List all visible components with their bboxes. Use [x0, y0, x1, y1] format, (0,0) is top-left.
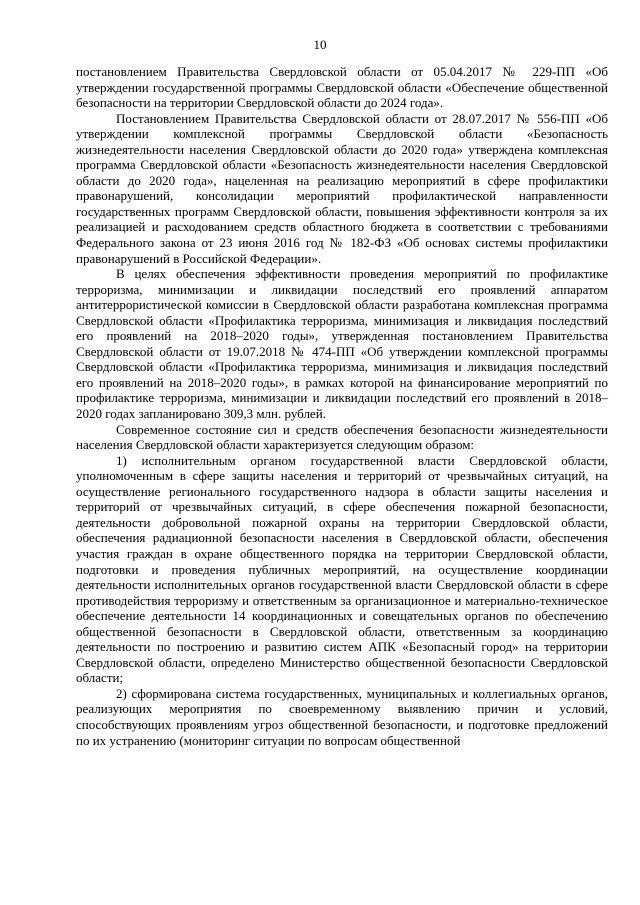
paragraph-5: 1) исполнительным органом государственной власти Свердловской области, уполномоченным в сфере защиты населения и территорий от чрезвычайных ситуаций, на осуществление регионального государственного надзора в области защиты населения и территорий от чрезвычайных ситуаций, в сфере обеспечения пожарной безопасности, деятельности добровольной пожарной охраны на территории Свердловской области, обеспечения радиационной безопасности населения в Свердловской области, обеспечения участия граждан в охране общественного порядка на территории Свердловской области, подготовки и проведения публичных мероприятий, на осуществление координации деятельности исполнительных органов государственной власти Свердловской области в сфере противодействия терроризму и ответственным за организационное и материально-техническое обеспечение деятельности 14 координационных и совещательных органов по обеспечению общественной безопасности в Свердловской области, ответственным за координацию деятельности по построению и развитию систем АПК «Безопасный город» на территории Свердловской области, определено Министерство общественной безопасности Свердловской области;	[76, 452, 608, 686]
paragraph-6: 2) сформирована система государственных, муниципальных и коллегиальных органов, реализующих мероприятия по своевременному выявлению причин и условий, способствующих проявлениям угроз общественной безопасности, и подготовке предложений по их устранению (мониторинг ситуации по вопросам общественной	[76, 685, 608, 748]
document-body	[76, 64, 608, 748]
paragraph-3: В целях обеспечения эффективности проведения мероприятий по профилактике терроризма, минимизации и ликвидации последствий его проявлений аппаратом антитеррористической комиссии в Свердловской области разработана комплексная программа Свердловской области «Профилактика терроризма, минимизация и ликвидация последствий его проявлений на 2018–2020 годы», утвержденная постановлением Правительства Свердловской области от 19.07.2018 № 474-ПП «Об утверждении комплексной программы Свердловской области «Профилактика терроризма, минимизация и ликвидация последствий его проявлений на 2018–2020 годы», в рамках которой на финансирование мероприятий по профилактике терроризма, минимизации и ликвидации последствий его проявлений в 2018–2020 годах запланировано 309,3 млн. рублей.	[76, 266, 608, 422]
page-number: 10	[313, 37, 327, 52]
paragraph-4: Современное состояние сил и средств обеспечения безопасности жизнедеятельности населения Свердловской области характеризуется следующим образом:	[76, 421, 608, 453]
paragraph-1: постановлением Правительства Свердловской области от 05.04.2017 № 229-ПП «Об утверждении государственной программы Свердловской области «Обеспечение общественной безопасности на территории Свердловской области до 2024 года».	[76, 64, 608, 111]
paragraph-2: Постановлением Правительства Свердловской области от 28.07.2017 № 556-ПП «Об утверждении комплексной программы Свердловской области «Безопасность жизнедеятельности населения Свердловской области до 2020 года» утверждена комплексная программа Свердловской области «Безопасность жизнедеятельности населения Свердловской области до 2020 года», нацеленная на реализацию мероприятий в сфере профилактики правонарушений, консолидации мероприятий профилактической направленности государственных программ Свердловской области, повышения эффективности контроля за их реализацией и расходованием средств областного бюджета в соответствии с требованиями Федерального закона от 23 июня 2016 год № 182-ФЗ «Об основах системы профилактики правонарушений в Российской Федерации».	[76, 110, 608, 266]
